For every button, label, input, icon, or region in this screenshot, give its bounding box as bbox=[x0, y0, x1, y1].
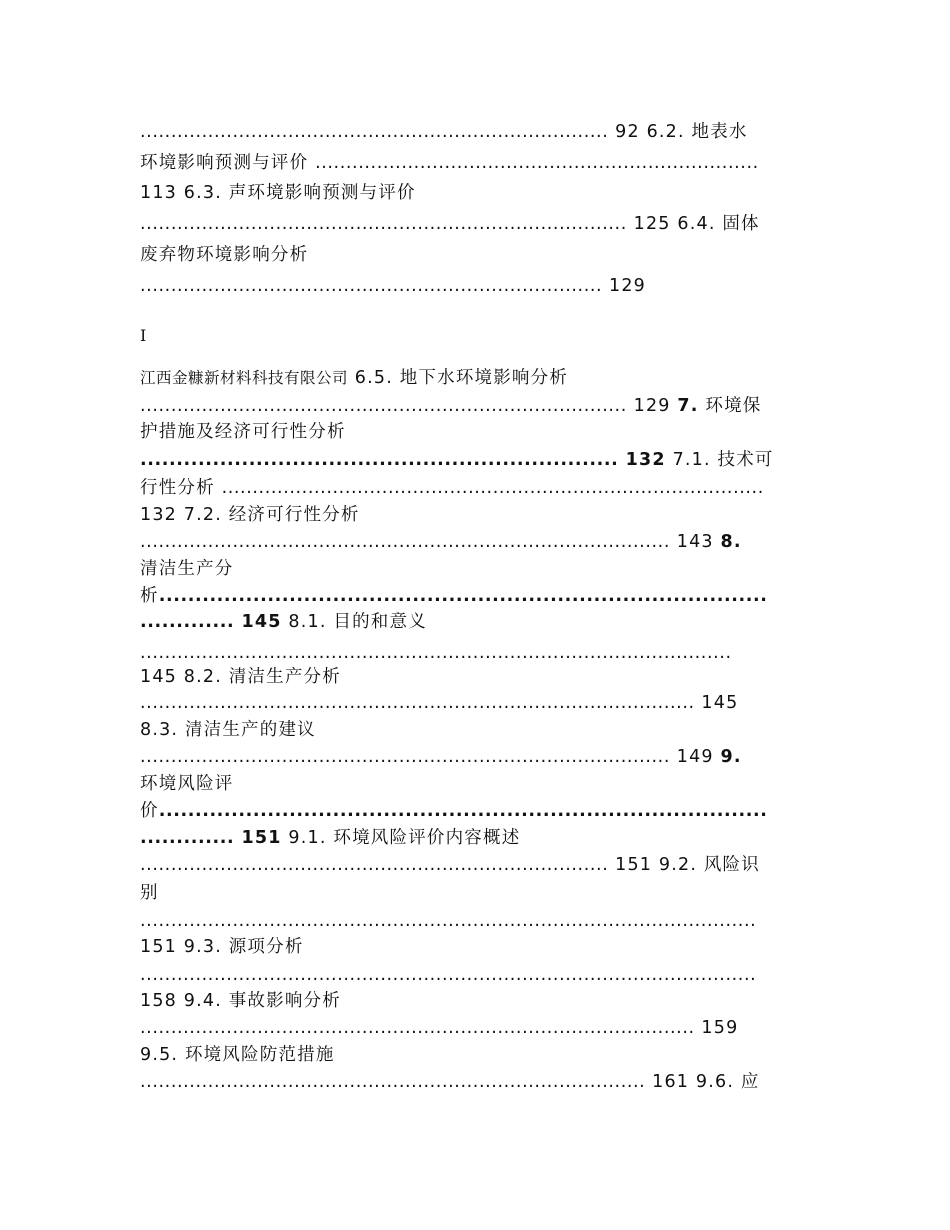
toc-text: 护措施及经济可行性分析 bbox=[140, 422, 346, 442]
toc-dots: .......................................................................................... bbox=[140, 693, 695, 713]
company-name: 江西金糠新材料科技有限公司 bbox=[140, 369, 349, 387]
toc-line bbox=[140, 803, 768, 821]
toc-bold-dots: .................................................................................... bbox=[158, 586, 768, 606]
toc-dots: .................................................................................................... bbox=[140, 911, 757, 931]
toc-lead: 价 bbox=[140, 801, 159, 821]
toc-line bbox=[140, 424, 346, 442]
toc-dots: .......................................................................................... bbox=[140, 1018, 695, 1038]
toc-line bbox=[140, 278, 646, 296]
toc-text: 145 8.2. 清洁生产分析 bbox=[140, 667, 341, 687]
toc-line bbox=[140, 370, 568, 388]
toc-line bbox=[140, 1020, 738, 1038]
toc-bold-dots: ............. bbox=[140, 828, 235, 848]
toc-line bbox=[140, 830, 520, 848]
toc-text: 143 bbox=[670, 532, 721, 552]
toc-bold: 132 bbox=[618, 450, 666, 470]
toc-dots: ........................................................................ bbox=[315, 153, 759, 173]
toc-line bbox=[140, 939, 304, 957]
toc-lead: 行性分析 bbox=[140, 478, 222, 498]
toc-line bbox=[140, 776, 234, 794]
toc-dots: ........................................................................................ bbox=[221, 478, 764, 498]
toc-line bbox=[140, 507, 360, 525]
toc-dots: ............................................................................... bbox=[140, 214, 627, 234]
toc-line bbox=[140, 967, 756, 985]
toc-dots: ............................................................................ bbox=[140, 122, 609, 142]
toc-line bbox=[140, 614, 427, 632]
toc-line bbox=[140, 1047, 335, 1065]
toc-tail: 8.1. 目的和意义 bbox=[281, 612, 427, 632]
toc-line bbox=[140, 588, 768, 606]
toc-line bbox=[140, 722, 316, 740]
toc-line bbox=[140, 993, 341, 1011]
toc-line bbox=[140, 185, 416, 203]
toc-text: 151 9.3. 源项分析 bbox=[140, 937, 304, 957]
toc-tail: 9.1. 环境风险评价内容概述 bbox=[281, 828, 521, 848]
toc-line bbox=[140, 155, 759, 173]
toc-text: 废弃物环境影响分析 bbox=[140, 245, 309, 265]
toc-lead: 环境影响预测与评价 bbox=[140, 153, 316, 173]
page-number: I bbox=[140, 326, 147, 345]
toc-bold: 9. bbox=[720, 747, 742, 767]
toc-line bbox=[140, 1074, 760, 1092]
toc-line bbox=[140, 695, 738, 713]
toc-line bbox=[140, 561, 234, 579]
toc-dots: ........................................................................... bbox=[140, 276, 603, 296]
toc-line bbox=[140, 480, 764, 498]
toc-text: 149 bbox=[670, 747, 721, 767]
toc-text: 132 7.2. 经济可行性分析 bbox=[140, 505, 360, 525]
toc-line bbox=[140, 645, 732, 663]
toc-bold-dots: .................................................................................... bbox=[158, 801, 768, 821]
toc-line bbox=[140, 124, 748, 142]
toc-line bbox=[140, 749, 742, 767]
toc-text: 环境风险评 bbox=[140, 774, 234, 794]
toc-line bbox=[140, 216, 760, 234]
toc-line bbox=[140, 398, 762, 416]
toc-bold: 145 bbox=[234, 612, 282, 632]
toc-bold: 151 bbox=[234, 828, 282, 848]
toc-text: 151 9.2. 风险识 bbox=[608, 855, 760, 875]
toc-tail: 环境保 bbox=[698, 396, 762, 416]
toc-text: 8.3. 清洁生产的建议 bbox=[140, 720, 316, 740]
toc-line bbox=[140, 857, 760, 875]
toc-text: 145 bbox=[694, 693, 739, 713]
toc-dots: ................................................................................................ bbox=[140, 643, 732, 663]
toc-bold: 8. bbox=[720, 532, 742, 552]
toc-dots: ............................................................................... bbox=[140, 396, 627, 416]
toc-dots: ...................................................................................... bbox=[140, 532, 670, 552]
toc-text: 别 bbox=[140, 883, 159, 903]
toc-lead: 析 bbox=[140, 586, 159, 606]
toc-tail: 7.1. 技术可 bbox=[665, 450, 774, 470]
toc-dots: ...................................................................................... bbox=[140, 747, 670, 767]
toc-text: 清洁生产分 bbox=[140, 559, 234, 579]
toc-line bbox=[140, 885, 159, 903]
toc-dots: ............................................................................ bbox=[140, 855, 609, 875]
toc-bold: 7. bbox=[677, 396, 699, 416]
toc-text: 113 6.3. 声环境影响预测与评价 bbox=[140, 183, 416, 203]
toc-dots: .................................................................................. bbox=[140, 1072, 646, 1092]
toc-bold-dots: .................................................................. bbox=[140, 450, 619, 470]
toc-text: 159 bbox=[694, 1018, 739, 1038]
toc-line bbox=[140, 534, 742, 552]
toc-text: 125 6.4. 固体 bbox=[626, 214, 760, 234]
toc-text: 9.5. 环境风险防范措施 bbox=[140, 1045, 335, 1065]
toc-text: 92 6.2. 地表水 bbox=[608, 122, 748, 142]
toc-line bbox=[140, 913, 756, 931]
toc-text: 158 9.4. 事故影响分析 bbox=[140, 991, 341, 1011]
toc-line bbox=[140, 452, 774, 470]
toc-line bbox=[140, 247, 308, 265]
toc-bold-dots: ............. bbox=[140, 612, 235, 632]
toc-dots: .................................................................................................... bbox=[140, 965, 757, 985]
toc-text: 6.5. 地下水环境影响分析 bbox=[348, 368, 569, 388]
toc-line bbox=[140, 669, 341, 687]
toc-text: 161 9.6. 应 bbox=[645, 1072, 760, 1092]
toc-text: 129 bbox=[626, 396, 678, 416]
toc-text: 129 bbox=[602, 276, 646, 296]
